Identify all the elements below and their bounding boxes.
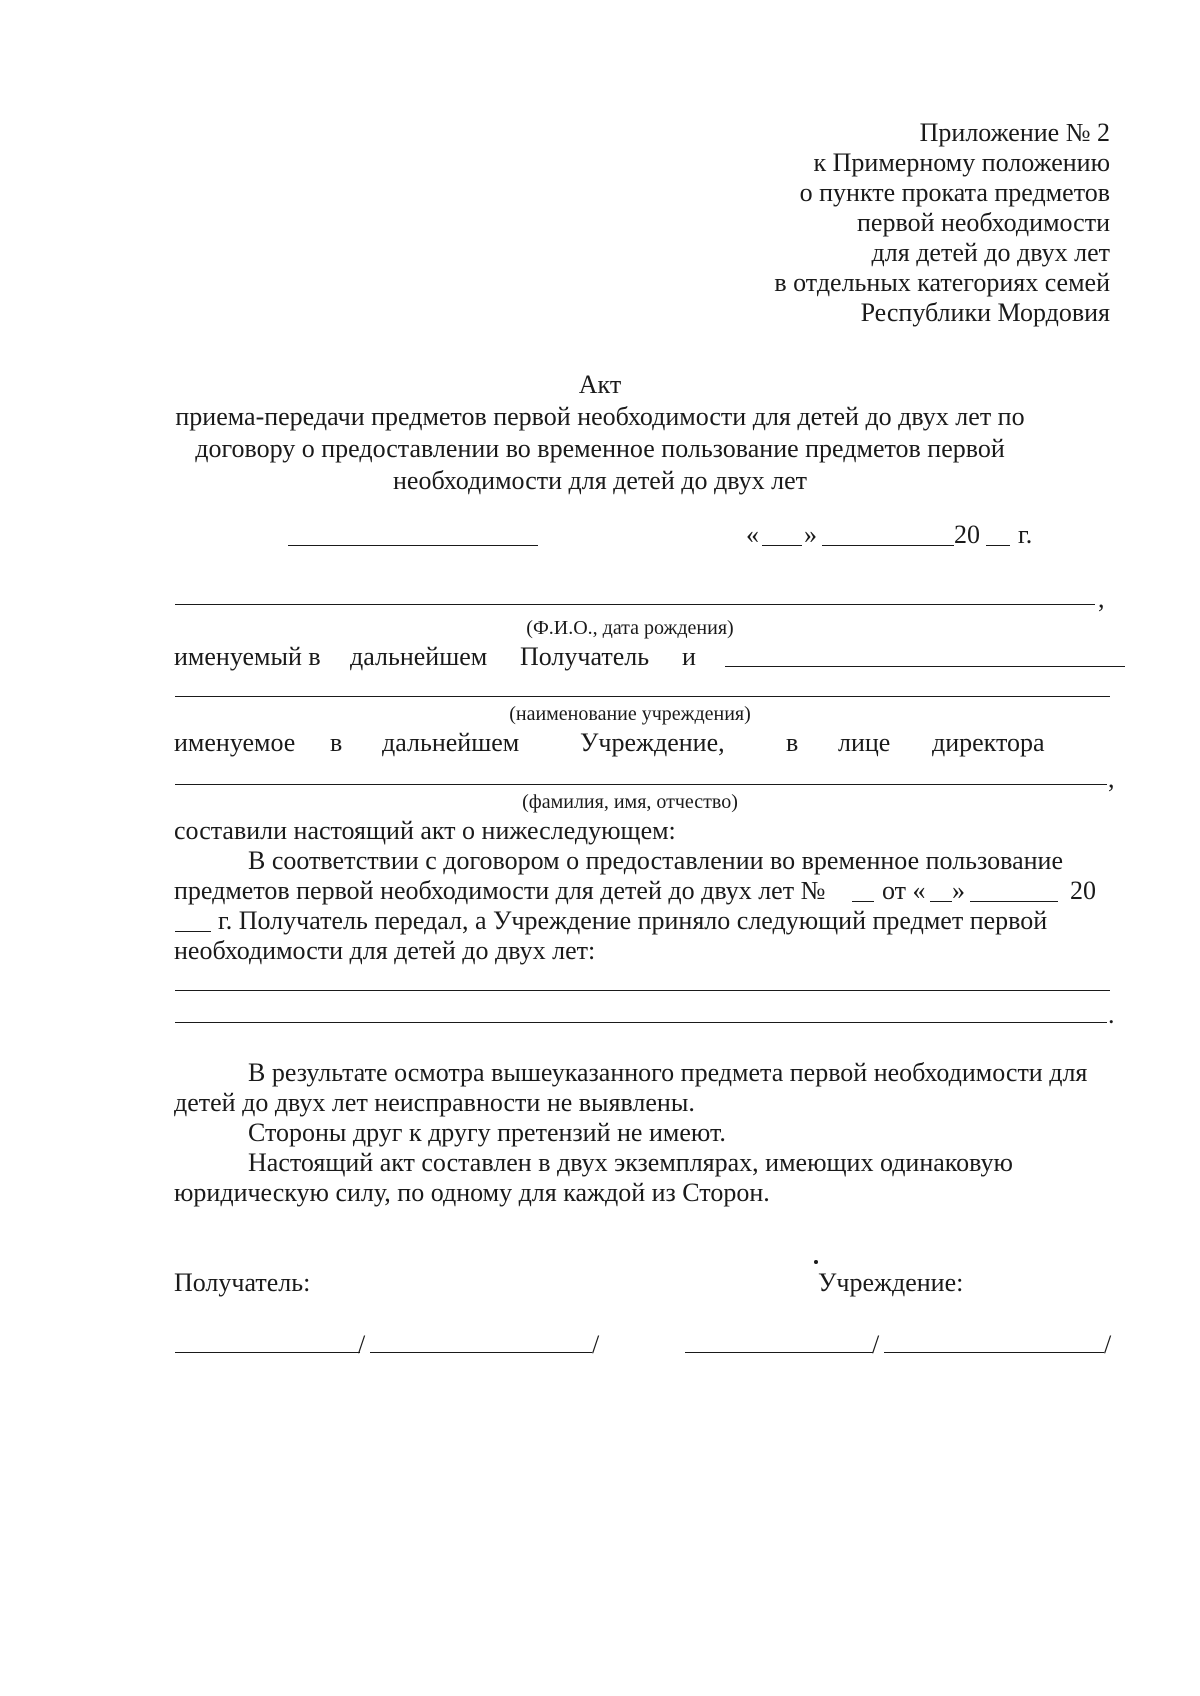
recipient-named-word-1: именуемый в: [174, 642, 321, 671]
act-title: Акт: [578, 370, 622, 399]
institution-signature-slash-2: /: [1104, 1330, 1112, 1359]
institution-name-sign-blank: [884, 1352, 1104, 1353]
institution-signature-slash-1: /: [872, 1330, 880, 1359]
recipient-signature-label: Получатель:: [174, 1268, 311, 1297]
para2-line-1: В результате осмотра вышеуказанного предмета первой необходимости для: [248, 1058, 1088, 1087]
appendix-line-7: Республики Мордовия: [860, 298, 1110, 327]
act-subtitle-line-2: договору о предоставлении во временное пользование предметов первой: [195, 434, 1005, 463]
institution-named-word-2: в: [330, 728, 343, 757]
recipient-named-word-3: Получатель: [520, 642, 650, 671]
recipient-and-blank: [725, 666, 1125, 667]
institution-named-word-5: в: [786, 728, 799, 757]
director-comma: ,: [1108, 764, 1115, 793]
date-year-prefix: 20: [954, 520, 980, 549]
appendix-line-6: в отдельных категориях семей: [774, 268, 1110, 297]
para1-line-2c: »: [952, 876, 965, 905]
para2-line-2: детей до двух лет неисправности не выявлены.: [174, 1088, 695, 1117]
institution-named-word-4: Учреждение,: [580, 728, 725, 757]
para1-line-2-year: 20: [1070, 876, 1096, 905]
appendix-line-4: первой необходимости: [857, 208, 1110, 237]
institution-caption: (наименование учреждения): [509, 703, 751, 725]
recipient-comma: ,: [1098, 584, 1105, 613]
para4-line-1: Настоящий акт составлен в двух экземплярах, имеющих одинаковую: [248, 1148, 1013, 1177]
appendix-line-3: о пункте проката предметов: [799, 178, 1110, 207]
contract-number-blank: [852, 901, 874, 902]
para1-line-4: необходимости для детей до двух лет:: [174, 936, 596, 965]
para1-line-1: В соответствии с договором о предоставлении во временное пользование: [248, 846, 1063, 875]
date-day-blank: [762, 545, 802, 546]
recipient-caption: (Ф.И.О., дата рождения): [526, 617, 734, 639]
items-blank-2: [175, 1022, 1107, 1023]
institution-named-word-1: именуемое: [174, 728, 296, 757]
place-blank: [288, 545, 538, 546]
items-end-period: .: [1108, 1000, 1115, 1029]
act-subtitle-line-3: необходимости для детей до двух лет: [393, 466, 807, 495]
recipient-named-word-4: и: [682, 642, 696, 671]
director-name-blank: [175, 784, 1107, 785]
date-year-blank: [986, 545, 1010, 546]
para1-line-3: г. Получатель передал, а Учреждение приняло следующий предмет первой: [218, 906, 1048, 935]
act-subtitle-line-1: приема-передачи предметов первой необходимости для детей до двух лет по: [175, 402, 1025, 431]
items-blank-1: [175, 990, 1110, 991]
recipient-name-sign-blank: [370, 1352, 592, 1353]
para1-line-2b: от «: [882, 876, 926, 905]
date-open-quote: «: [746, 520, 759, 549]
para1-line-2a: предметов первой необходимости для детей до двух лет №: [174, 876, 826, 905]
date-year-suffix: г.: [1018, 520, 1033, 549]
para4-line-2: юридическую силу, по одному для каждой из Сторон.: [174, 1178, 770, 1207]
institution-signature-blank: [685, 1352, 873, 1353]
appendix-line-2: к Примерному положению: [813, 148, 1110, 177]
institution-named-word-3: дальнейшем: [382, 728, 520, 757]
director-caption: (фамилия, имя, отчество): [522, 791, 738, 813]
recipient-signature-blank: [175, 1352, 360, 1353]
institution-named-word-6: лице: [838, 728, 891, 757]
institution-named-word-7: директора: [932, 728, 1045, 757]
stray-dot: [814, 1260, 818, 1264]
recipient-signature-slash-2: /: [592, 1330, 600, 1359]
date-month-blank: [822, 545, 954, 546]
contract-day-blank: [930, 901, 952, 902]
appendix-line-1: Приложение № 2: [919, 118, 1110, 147]
date-close-quote: »: [804, 520, 817, 549]
appendix-line-5: для детей до двух лет: [871, 238, 1110, 267]
institution-signature-label: Учреждение:: [818, 1268, 964, 1297]
recipient-named-word-2: дальнейшем: [350, 642, 488, 671]
institution-name-blank: [175, 696, 1110, 697]
composed-text: составили настоящий акт о нижеследующем:: [174, 816, 676, 845]
para3: Стороны друг к другу претензий не имеют.: [248, 1118, 726, 1147]
recipient-signature-slash-1: /: [358, 1330, 366, 1359]
contract-month-blank: [970, 901, 1058, 902]
contract-year-blank: [175, 931, 211, 932]
recipient-name-blank: [175, 604, 1095, 605]
